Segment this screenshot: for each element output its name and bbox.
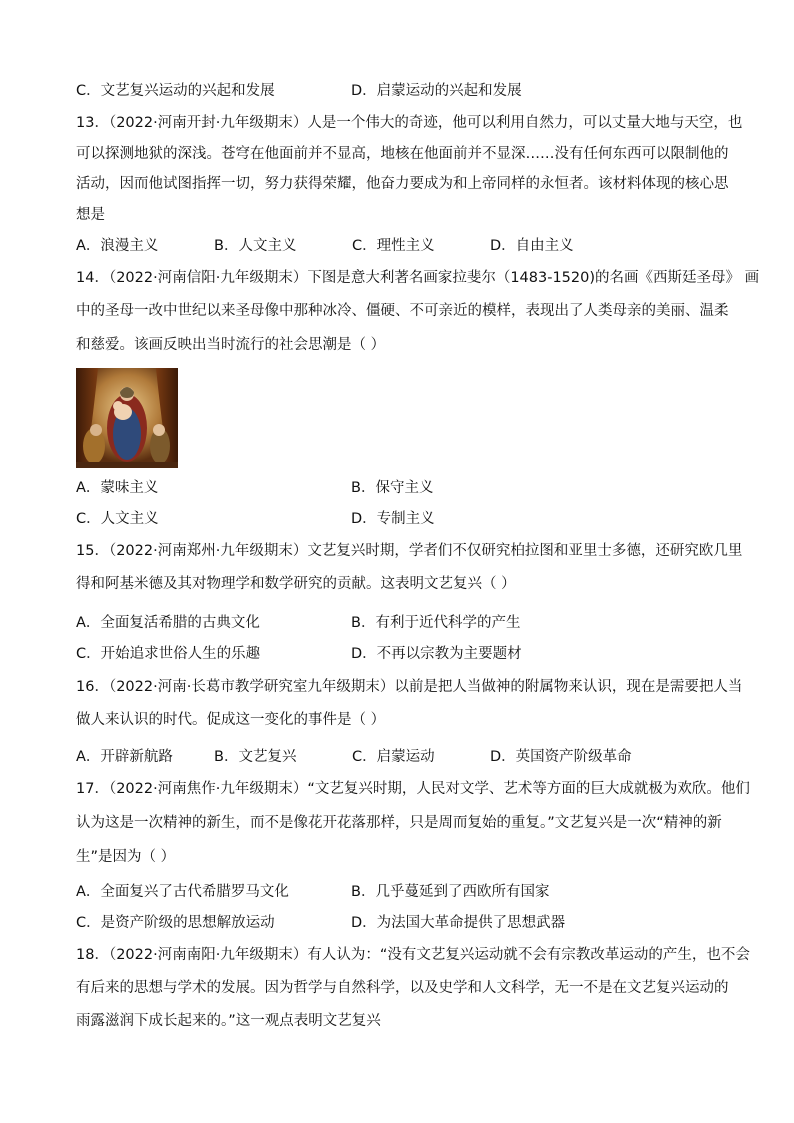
q16-option-d: D．英国资产阶级革命 bbox=[490, 749, 632, 765]
q18-stem-line: 有后来的思想与学术的发展。因为哲学与自然科学，以及史学和人文科学，无一不是在文艺复兴运动的 bbox=[76, 980, 729, 996]
q16-stem-line: 做人来认识的时代。促成这一变化的事件是（ ） bbox=[76, 712, 386, 728]
q15-stem-line: 得和阿基米德及其对物理学和数学研究的贡献。这表明文艺复兴（ ） bbox=[76, 576, 516, 592]
q17-option-a: A．全面复兴了古代希腊罗马文化 bbox=[76, 884, 289, 900]
q13-option-c: C．理性主义 bbox=[352, 238, 435, 254]
q13-stem-line: 可以探测地狱的深浅。苍穹在他面前并不显高，地核在他面前并不显深……没有任何东西可以限制他的 bbox=[76, 146, 729, 162]
q13-stem-line: 13．（2022·河南开封·九年级期末）人是一个伟大的奇迹，他可以利用自然力，可以丈量大地与天空，也 bbox=[76, 115, 743, 131]
q17-stem-line: 生”是因为（ ） bbox=[76, 849, 176, 865]
q14-stem-line: 14．（2022·河南信阳·九年级期末）下图是意大利著名画家拉斐尔（1483-1520)的名画《西斯廷圣母》 画 bbox=[76, 270, 760, 286]
q16-stem-line: 16．（2022·河南·长葛市教学研究室九年级期末）以前是把人当做神的附属物来认识，现在是需要把人当 bbox=[76, 679, 743, 695]
q15-option-a: A．全面复活希腊的古典文化 bbox=[76, 615, 260, 631]
q14-option-c: C．人文主义 bbox=[76, 511, 159, 527]
q15-option-b: B．有利于近代科学的产生 bbox=[351, 615, 521, 631]
q15-option-c: C．开始追求世俗人生的乐趣 bbox=[76, 646, 261, 662]
q12-option-d: D．启蒙运动的兴起和发展 bbox=[351, 83, 522, 99]
q13-option-d: D．自由主义 bbox=[490, 238, 574, 254]
sistine-madonna-painting bbox=[76, 368, 178, 468]
q13-stem-line: 想是 bbox=[76, 207, 105, 223]
q14-option-d: D．专制主义 bbox=[351, 511, 435, 527]
q15-option-d: D．不再以宗教为主要题材 bbox=[351, 646, 522, 662]
q18-stem-line: 雨露滋润下成长起来的。”这一观点表明文艺复兴 bbox=[76, 1013, 381, 1029]
q17-stem-line: 认为这是一次精神的新生，而不是像花开花落那样，只是周而复始的重复。”文艺复兴是一次“精神的新 bbox=[76, 815, 722, 831]
q13-stem-line: 活动，因而他试图指挥一切，努力获得荣耀，他奋力要成为和上帝同样的永恒者。该材料体现的核心思 bbox=[76, 176, 729, 192]
q16-option-a: A．开辟新航路 bbox=[76, 749, 173, 765]
q14-stem-line: 和慈爱。该画反映出当时流行的社会思潮是（ ） bbox=[76, 337, 386, 353]
q17-option-c: C．是资产阶级的思想解放运动 bbox=[76, 915, 275, 931]
q14-option-a: A．蒙味主义 bbox=[76, 480, 159, 496]
q17-option-d: D．为法国大革命提供了思想武器 bbox=[351, 915, 566, 931]
q13-option-a: A．浪漫主义 bbox=[76, 238, 159, 254]
q16-option-b: B．文艺复兴 bbox=[214, 749, 297, 765]
q14-stem-line: 中的圣母一改中世纪以来圣母像中那种冰冷、僵硬、不可亲近的模样，表现出了人类母亲的美丽、温柔 bbox=[76, 303, 729, 319]
q13-option-b: B．人文主义 bbox=[214, 238, 297, 254]
q17-option-b: B．几乎蔓延到了西欧所有国家 bbox=[351, 884, 550, 900]
q14-option-b: B．保守主义 bbox=[351, 480, 434, 496]
q17-stem-line: 17．（2022·河南焦作·九年级期末）“文艺复兴时期，人民对文学、艺术等方面的巨大成就极为欢欣。他们 bbox=[76, 781, 750, 797]
q12-option-c: C．文艺复兴运动的兴起和发展 bbox=[76, 83, 275, 99]
q18-stem-line: 18．（2022·河南南阳·九年级期末）有人认为：“没有文艺复兴运动就不会有宗教改革运动的产生，也不会 bbox=[76, 947, 750, 963]
q15-stem-line: 15．（2022·河南郑州·九年级期末）文艺复兴时期，学者们不仅研究柏拉图和亚里士多德，还研究欧几里 bbox=[76, 543, 743, 559]
q16-option-c: C．启蒙运动 bbox=[352, 749, 435, 765]
